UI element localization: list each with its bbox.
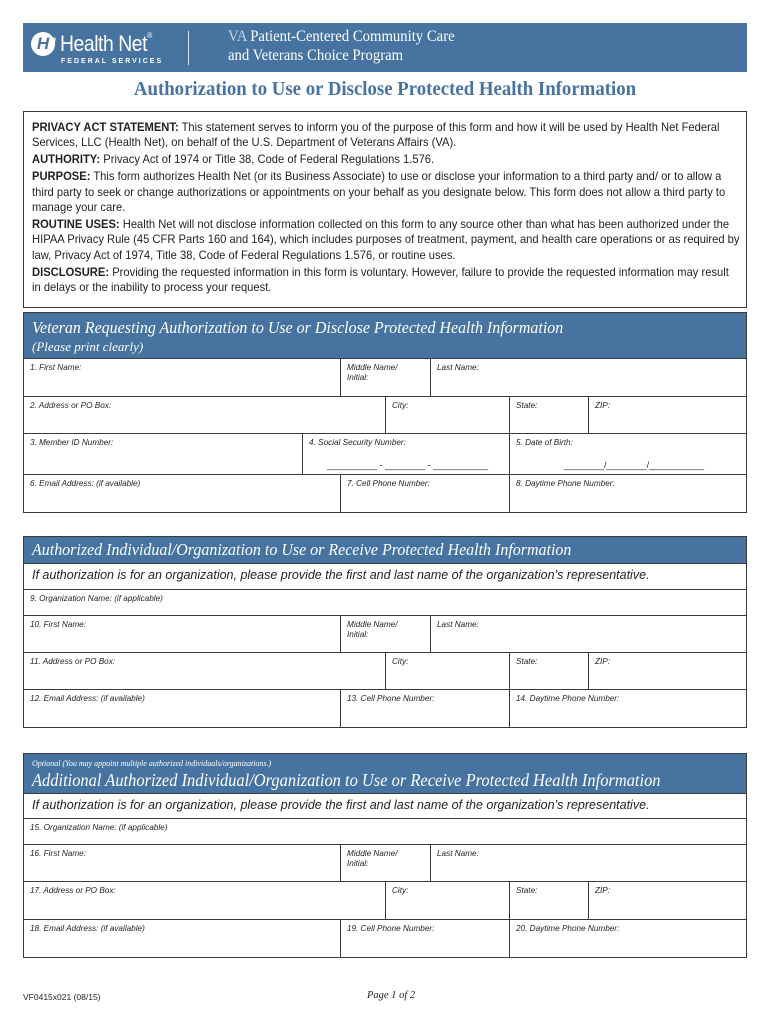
middle-name-field[interactable]: Middle Name/ Initial: [340,359,430,396]
health-net-logo [31,29,181,67]
veteran-address-row [24,397,746,434]
state-field[interactable]: State: [509,397,588,433]
veteran-id-row [24,434,746,475]
veteran-section [23,312,747,513]
organization-name-field[interactable]: 15. Organization Name: (if applicable) [30,823,168,832]
address-field[interactable]: 11. Address or PO Box: [30,657,116,666]
zip-field[interactable]: ZIP: [588,397,746,433]
first-name-field[interactable]: 10. First Name: [30,620,86,629]
routine-uses-statement: ROUTINE USES: Health Net will not disclose information collected on this form to any source other than what has been authorized under the HIPAA Privacy Rule (45 CFR Parts 160 and 164), which includes purposes of treatment, payment, and health care operations or as required by law, Privacy Act of 1974, Title 38, Code of Federal Regulations 1.576, or routine uses. [32,218,740,262]
organization-note: If authorization is for an organization, please provide the first and last name of the organization’s representative. [24,794,746,819]
authorized-name-row [24,616,746,653]
zip-field[interactable]: ZIP: [588,653,746,689]
authority-statement: AUTHORITY: Privacy Act of 1974 or Title 38, Code of Federal Regulations 1.576. [32,153,435,167]
optional-note: Optional (You may appoint multiple authorized individuals/organizations.) [32,759,272,768]
program-name: VA Patient-Centered Community Care and Veterans Choice Program [228,28,455,64]
middle-name-field[interactable]: Middle Name/ Initial: [340,845,430,881]
form-code: VF0415x021 (08/15) [23,992,101,1002]
city-field[interactable]: City: [385,653,509,689]
cell-phone-field[interactable]: 7. Cell Phone Number: [340,475,509,512]
privacy-statement-box [23,111,747,308]
page-number: Page 1 of 2 [367,990,416,1001]
authorized-address-row [24,653,746,690]
state-field[interactable]: State: [509,882,588,919]
organization-name-field[interactable]: 9. Organization Name: (if applicable) [30,594,163,603]
header-banner [23,23,747,72]
email-field[interactable]: 12. Email Address: (if available) [30,694,145,703]
authorized-contact-row [24,690,746,728]
section-title: Additional Authorized Individual/Organization to Use or Receive Protected Health Information [32,770,661,790]
member-id-field[interactable]: 3. Member ID Number: [30,438,114,447]
last-name-field[interactable]: Last Name: [430,616,746,652]
additional-contact-row [24,920,746,958]
additional-address-row [24,882,746,920]
daytime-phone-field[interactable]: 8. Daytime Phone Number: [509,475,746,512]
middle-name-field[interactable]: Middle Name/ Initial: [340,616,430,652]
cell-phone-field[interactable]: 19. Cell Phone Number: [340,920,509,957]
logo-subtitle: FEDERAL SERVICES [61,58,164,65]
veteran-contact-row [24,475,746,513]
section-subtitle: (Please print clearly) [32,339,144,354]
additional-authorized-section [23,753,747,958]
daytime-phone-field[interactable]: 14. Daytime Phone Number: [509,690,746,727]
section-title: Authorized Individual/Organization to Use or Receive Protected Health Information [32,540,572,559]
email-field[interactable]: 18. Email Address: (if available) [30,924,145,933]
ssn-field[interactable]: 4. Social Security Number: __________ - ________ - ___________ [302,434,509,474]
veteran-section-header [24,313,746,359]
org-name-row [24,819,746,845]
health-net-logo-icon: H n [31,32,55,56]
state-field[interactable]: State: [509,653,588,689]
ssn-blank: __________ - ________ - ___________ [327,460,489,470]
page-title: Authorization to Use or Disclose Protected Health Information [133,78,637,100]
zip-field[interactable]: ZIP: [588,882,746,919]
last-name-field[interactable]: Last Name: [430,359,746,396]
cell-phone-field[interactable]: 13. Cell Phone Number: [340,690,509,727]
logo-name: Health Net® [60,31,152,56]
dob-field[interactable]: 5. Date of Birth: ________/________/___________ [509,434,746,474]
email-field[interactable]: 6. Email Address: (if available) [30,479,141,488]
city-field[interactable]: City: [385,882,509,919]
section-title: Veteran Requesting Authorization to Use or Disclose Protected Health Information [32,318,564,337]
veteran-name-row [24,359,746,397]
first-name-field[interactable]: 1. First Name: [30,363,82,372]
address-field[interactable]: 2. Address or PO Box: [30,401,112,410]
purpose-statement: PURPOSE: This form authorizes Health Net (or its Business Associate) to use or disclose your information to a third party and/ or to allow a third party to seek or change authorizations or appointments on your behalf as you designate below. This form does not allow a third party to manage your care. [32,170,726,215]
additional-name-row [24,845,746,882]
additional-section-header [24,754,746,794]
org-name-row [24,590,746,616]
first-name-field[interactable]: 16. First Name: [30,849,86,858]
privacy-act-statement: PRIVACY ACT STATEMENT: This statement serves to inform you of the purpose of this form and how it will be used by Health Net Federal Services, LLC (Health Net), on behalf of the U.S. Department of Veterans Affairs (VA). [32,121,720,150]
daytime-phone-field[interactable]: 20. Daytime Phone Number: [509,920,746,957]
authorized-section-header [24,537,746,564]
dob-blank: ________/________/___________ [564,460,705,470]
organization-note: If authorization is for an organization, please provide the first and last name of the organization’s representative. [24,564,746,590]
city-field[interactable]: City: [385,397,509,433]
authorized-section [23,536,747,728]
banner-divider [188,31,189,65]
disclosure-statement: DISCLOSURE: Providing the requested information in this form is voluntary. However, failure to provide the requested information may result in delays or the inability to process your request. [32,265,729,295]
last-name-field[interactable]: Last Name: [430,845,746,881]
address-field[interactable]: 17. Address or PO Box: [30,886,116,895]
